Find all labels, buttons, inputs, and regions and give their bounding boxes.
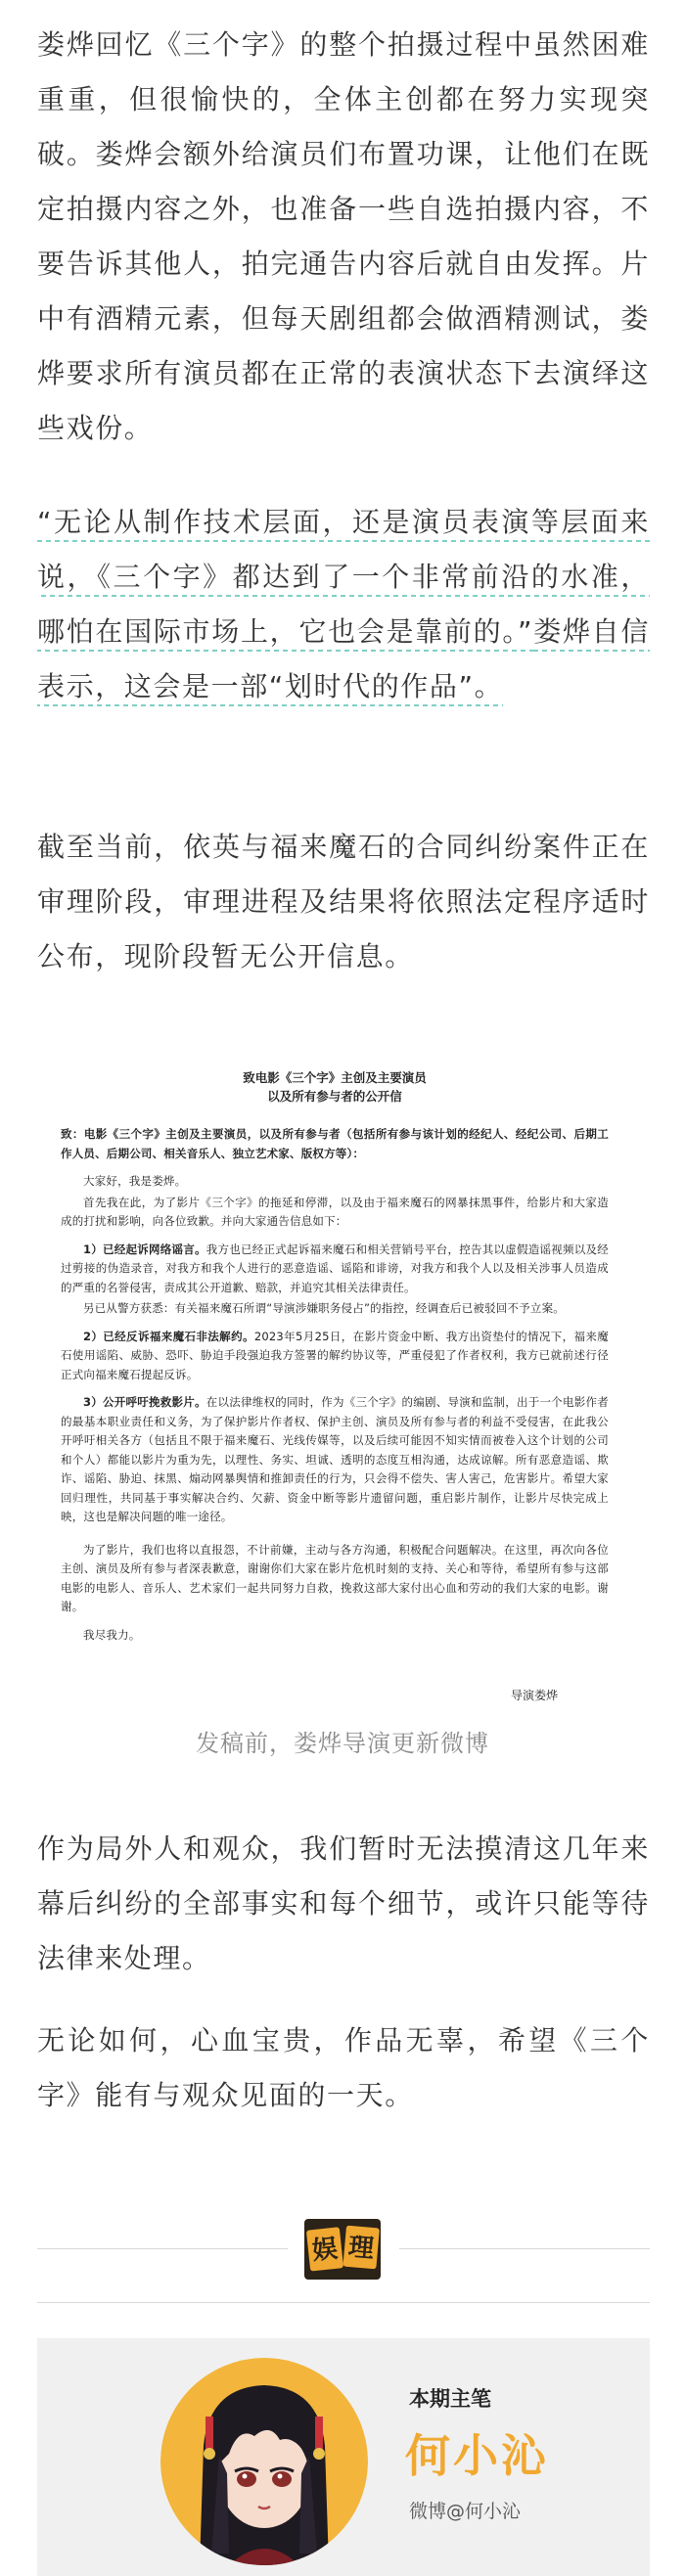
author-weibo-handle[interactable]: 微博@何小沁 [409,2501,522,2522]
letter-title: 致电影《三个字》主创及主要演员 [243,1070,427,1085]
letter-subtitle: 以及所有参与者的公开信 [267,1089,402,1104]
letter-signature: 导演娄烨 [511,1689,559,1702]
author-role: 本期主笔 [409,2387,491,2411]
letter-item-3-body: 在以法律维权的同时，作为《三个字》的编剧、导演和监制，出于一个电影作者的最基本职业责任和义务，为了保护影片作者权、保护主创、演员及所有参与者的利益不受侵害，在此我公开呼吁相关各方（包括且不限于福来魔石、光线传媒等，以及后续可能因不知实情而被卷入这个计划的公司和个人）都能以影片为重为先，以理性、务实、坦诚、透明的态度互相沟通，达成谅解。所有恶意造谣、欺诈、谣陷、胁迫、抹黑、煽动网暴舆情和推卸责任的行为，只会得不偿失、害人害己，危害影片。希望大家回归理性，共同基于事实解决合约、欠薪、资金中断等影片遗留问题，重启影片制作，让影片尽快完成上映，这也是解决问题的唯一途径。 [61,1395,609,1523]
letter-item-1-body: 我方也已经正式起诉福来魔石和相关营销号平台，控告其以虚假造谣视频以及经过剪接的伪造录音，对我方和我个人进行的恶意造谣、谣陷和诽谤，对我方和我个人以及相关涉事人员造成的严重的名誉侵害，责成其公开道歉、赔款，并追究其相关法律责任。 [61,1242,609,1294]
letter-item-2 [61,1328,609,1385]
article-paragraph-1: 娄烨回忆《三个字》的整个拍摄过程中虽然困难重重，但很愉快的，全体主创都在努力实现突破。娄烨会额外给演员们布置功课，让他们在既定拍摄内容之外，也准备一些自选拍摄内容，不要告诉其他人，拍完通告内容后就自由发挥。片中有酒精元素，但每天剧组都会做酒精测试，娄烨要求所有演员都在正常的表演状态下去演绎这些戏份。 [37,28,650,444]
footer-divider-left [37,2248,288,2249]
open-letter-image [61,1057,609,1722]
article-paragraph-3: 截至当前，依英与福来魔石的合同纠纷案件正在审理阶段，审理进程及结果将依照法定程序适时公布，现阶段暂无公开信息。 [37,831,650,972]
letter-item-1-note: 另已从警方获悉：有关福来魔石所谓“导演涉嫌职务侵占”的指控，经调查后已被驳回不予立案。 [83,1301,566,1315]
author-card [37,2338,650,2576]
highlighted-quote: “无论从制作技术层面，还是演员表演等层面来说，《三个字》都达到了一个非常前沿的水准，哪怕在国际市场上，它也会是靠前的。” [37,506,650,652]
letter-closing: 为了影片，我们也将以直报怨，不计前嫌，主动与各方沟通，积极配合问题解决。在这里，再次向各位主创、演员及所有参与者深表歉意，谢谢你们大家在影片危机时刻的支持、关心和等待，希望所有参与这部电影的电影人、音乐人、艺术家们一起共同努力自救，挽救这部大家付出心血和劳动的我们大家的电影。谢谢。 [61,1542,609,1613]
footer-divider-right [399,2248,650,2249]
footer-divider-bottom [37,2302,650,2303]
letter-item-3 [61,1393,609,1527]
brand-logo-char-2: 理 [346,2232,376,2265]
quote-attribution: 娄烨自信表示，这会是一部“划时代的作品”。 [37,615,650,706]
letter-best: 我尽我力。 [83,1627,141,1642]
article-quote-paragraph [37,495,650,714]
letter-item-1 [61,1241,609,1298]
letter-item-2-body: 2023年5月25日，在影片资金中断、我方出资垫付的情况下，福来魔石使用谣陷、威胁、恐吓、胁迫手段强迫我方签署的解约协议等，严重侵犯了作者权利，我方已就前述行径正式向福来魔石提起反诉。 [61,1329,609,1381]
letter-greeting: 大家好，我是娄烨。 [83,1174,187,1188]
author-name: 何小沁 [405,2429,549,2482]
letter-item-1-head: 1）已经起诉网络谣言。 [83,1242,206,1256]
brand-logo [300,2213,385,2283]
letter-item-2-head: 2）已经反诉福来魔石非法解约。 [83,1329,254,1343]
article-paragraph-5: 无论如何，心血宝贵，作品无辜，希望《三个字》能有与观众见面的一天。 [37,2024,650,2111]
letter-item-3-head: 3）公开呼吁挽救影片。 [83,1395,206,1409]
brand-logo-char-1: 娱 [310,2234,340,2267]
image-caption: 发稿前，娄烨导演更新微博 [196,1730,489,1757]
article-paragraph-4: 作为局外人和观众，我们暂时无法摸清这几年来幕后纠纷的全部事实和每个细节，或许只能等待法律来处理。 [37,1832,650,1974]
letter-intro: 首先我在此，为了影片《三个字》的拖延和停滞，以及由于福来魔石的网暴抹黑事件，给影片和大家造成的打扰和影响，向各位致歉。并向大家通告信息如下： [61,1195,609,1228]
letter-salutation: 致：电影《三个字》主创及主要演员，以及所有参与者（包括所有参与该计划的经纪人、经纪公司、后期工作人员、后期公司、相关音乐人、独立艺术家、版权方等）： [61,1127,609,1160]
author-avatar [160,2358,368,2565]
